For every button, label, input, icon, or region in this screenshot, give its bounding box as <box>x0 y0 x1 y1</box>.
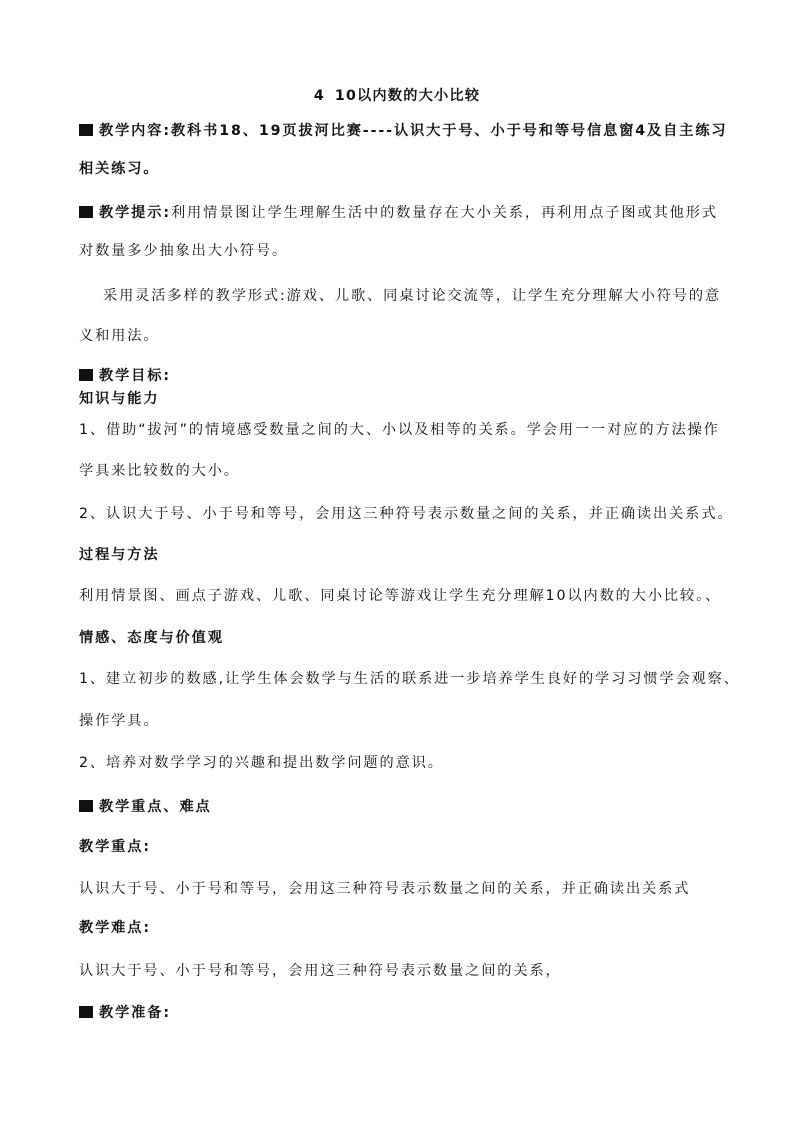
emotion-heading: 情感、态度与价值观 <box>79 630 224 646</box>
knowledge-2: 2、认识大于号、小于号和等号，会用这三种符号表示数量之间的关系，并正确读出关系式。 <box>79 506 734 522</box>
square-bullet-icon <box>79 1006 93 1018</box>
preparation-heading <box>79 1003 171 1023</box>
content-line-2: 相关练习。 <box>79 161 160 177</box>
key-point-label: 教学重点: <box>79 839 151 855</box>
square-bullet-icon <box>79 800 93 812</box>
square-bullet-icon <box>79 124 93 136</box>
hint-text: 利用情景图让学生理解生活中的数量存在大小关系，再利用点子图或其他形式 <box>170 205 718 221</box>
method-line-2: 义和用法。 <box>79 328 160 344</box>
square-bullet-icon <box>79 206 93 218</box>
hint-line-2: 对数量多少抽象出大小符号。 <box>79 243 289 259</box>
square-bullet-icon <box>79 369 93 381</box>
knowledge-heading: 知识与能力 <box>79 391 160 407</box>
emotion-1-line-2: 操作学具。 <box>79 713 160 729</box>
hint-line-1 <box>79 203 718 223</box>
key-point-text: 认识大于号、小于号和等号，会用这三种符号表示数量之间的关系，并正确读出关系式 <box>79 881 691 897</box>
preparation-heading-text: 教学准备: <box>99 1005 171 1021</box>
content-text: 教科书18、19页拔河比赛----认识大于号、小于号和等号信息窗4及自主练习 <box>170 123 728 139</box>
title-number: 4 <box>313 88 325 104</box>
emotion-1-line-1: 1、建立初步的数感,让学生体会数学与生活的联系进一步培养学生良好的学习习惯学会观察、 <box>79 671 740 687</box>
emotion-2: 2、培养对数学学习的兴趣和提出数学问题的意识。 <box>79 755 444 771</box>
content-label: 教学内容: <box>99 123 171 139</box>
difficulty-text: 认识大于号、小于号和等号，会用这三种符号表示数量之间的关系， <box>79 963 562 979</box>
knowledge-1-line-2: 学具来比较数的大小。 <box>79 463 240 479</box>
difficulty-label: 教学难点: <box>79 920 151 936</box>
page-title <box>0 86 794 106</box>
goals-heading-text: 教学目标: <box>99 368 171 384</box>
process-heading: 过程与方法 <box>79 547 160 563</box>
method-line-1: 采用灵活多样的教学形式:游戏、儿歌、同桌讨论交流等，让学生充分理解大小符号的意 <box>103 288 722 304</box>
knowledge-1-line-1: 1、借助“拔河”的情境感受数量之间的大、小以及相等的关系。学会用一一对应的方法操作 <box>79 422 720 438</box>
key-points-heading-text: 教学重点、难点 <box>99 799 212 815</box>
process-text: 利用情景图、画点子游戏、儿歌、同桌讨论等游戏让学生充分理解10以内数的大小比较。、 <box>79 588 722 604</box>
hint-label: 教学提示: <box>99 205 171 221</box>
goals-heading <box>79 366 171 386</box>
title-text: 10以内数的大小比较 <box>334 88 481 104</box>
content-line-1 <box>79 121 728 141</box>
key-points-heading <box>79 797 212 817</box>
